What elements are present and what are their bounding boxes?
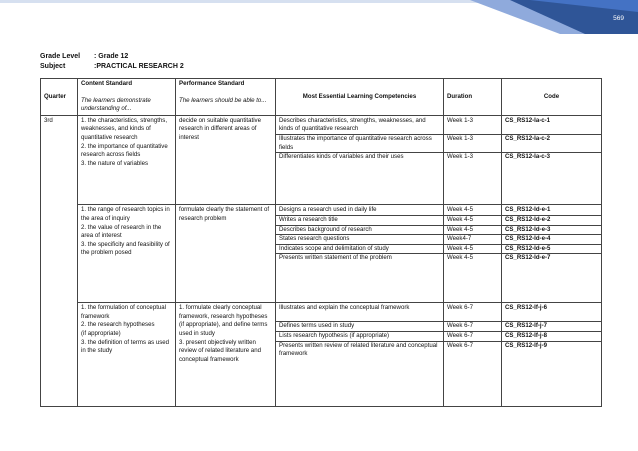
code-item: CS_RS12-Id-e-3	[502, 225, 601, 235]
duration-cell	[444, 303, 502, 407]
header-performance-sub: The learners should be able to...	[179, 96, 267, 104]
duration-item: Week 6-7	[444, 321, 501, 331]
content-item: 1. the range of research topics in the area of inquiry	[81, 206, 170, 222]
header-content-title: Content Standard	[81, 80, 133, 87]
performance-standard-cell	[176, 205, 276, 303]
code-item: CS_RS12-If-j-9	[502, 341, 601, 359]
header-code: Code	[502, 79, 602, 116]
competency-item: Defines terms used in study	[276, 321, 443, 331]
content-item: (if appropriate)	[81, 330, 121, 338]
content-item: 2. the importance of quantitative research across fields	[81, 142, 168, 159]
competency-item: Designs a research used in daily life	[279, 206, 377, 214]
grade-level-value: : Grade 12	[94, 53, 129, 60]
competency-item: Illustrates and explain the conceptual framework	[279, 304, 410, 312]
competency-item: Describes background of research	[276, 225, 443, 235]
content-item: 1. the characteristics, strengths, weaknesses, and kinds of quantitative research	[81, 116, 168, 141]
code-item: CS_RS12-Ia-c-1	[505, 116, 551, 124]
duration-item: Week 4-5	[444, 253, 501, 263]
performance-item: 1. formulate clearly conceptual framework, research hypotheses (if appropriate), and define terms used in study	[179, 304, 268, 338]
competency-item: Writes a research title	[276, 215, 443, 225]
header-content-standard	[78, 79, 176, 116]
duration-item: Week 4-5	[444, 244, 501, 254]
duration-item: Week 6-7	[444, 331, 501, 341]
table-row	[41, 205, 602, 303]
duration-cell	[444, 115, 502, 205]
grade-level-label: Grade Level	[40, 53, 81, 60]
code-item: CS_RS12-If-j-6	[505, 304, 547, 312]
duration-item: Week 4-5	[447, 206, 473, 214]
code-item: CS_RS12-Ia-c-3	[502, 152, 601, 162]
subject-row	[40, 62, 184, 72]
content-item: 3. the specificity and feasibility of the problem posed	[81, 240, 170, 257]
competency-item: Differentiates kinds of variables and their uses	[276, 152, 443, 162]
performance-item: decide on suitable quantitative research in different areas of interest	[179, 116, 261, 141]
table-row	[41, 303, 602, 407]
code-cell	[502, 303, 602, 407]
performance-standard-cell	[176, 303, 276, 407]
header-duration: Duration	[444, 79, 502, 116]
page-number: 569	[613, 15, 624, 22]
duration-item: Week 6-7	[444, 341, 501, 359]
code-item: CS_RS12-Ia-c-2	[502, 134, 601, 152]
duration-item: Week 6-7	[447, 304, 473, 312]
competency-item: Indicates scope and delimitation of study	[276, 244, 443, 254]
competencies-cell	[276, 303, 444, 407]
competency-item: Presents written statement of the problem	[276, 253, 443, 263]
competency-item: Illustrates the importance of quantitative research across fields	[276, 134, 443, 152]
code-item: CS_RS12-Id-e-1	[505, 206, 551, 214]
duration-item: Week 4-5	[444, 225, 501, 235]
content-item: 1. the formulation of conceptual framework	[81, 304, 167, 320]
table-header-row	[41, 79, 602, 116]
duration-item: Week 1-3	[444, 134, 501, 152]
competency-item: Presents written review of related literature and conceptual framework	[276, 341, 443, 359]
content-item: 3. the nature of variables	[81, 159, 149, 167]
header-banner	[0, 0, 638, 34]
table-row	[41, 115, 602, 205]
duration-item: Week 4-5	[444, 215, 501, 225]
competencies-cell	[276, 205, 444, 303]
competency-item: Lists research hypothesis (if appropriate)	[276, 331, 443, 341]
performance-item: 3. present objectively written review of related literature and conceptual framework	[179, 338, 261, 363]
grade-level-row	[40, 52, 128, 62]
competencies-cell	[276, 115, 444, 205]
content-standard-cell	[78, 303, 176, 407]
code-cell	[502, 205, 602, 303]
duration-item: Week4-7	[444, 234, 501, 244]
subject-value: :PRACTICAL RESEARCH 2	[94, 63, 184, 70]
content-standard-cell	[78, 205, 176, 303]
code-cell	[502, 115, 602, 205]
performance-standard-cell	[176, 115, 276, 205]
header-quarter: Quarter	[41, 79, 78, 116]
duration-item: Week 1-3	[447, 116, 473, 124]
code-item: CS_RS12-Id-e-4	[502, 234, 601, 244]
code-item: CS_RS12-Id-e-2	[502, 215, 601, 225]
header-performance-title: Performance Standard	[179, 80, 245, 87]
header-performance-standard	[176, 79, 276, 116]
competency-item: States research questions	[276, 234, 443, 244]
content-item: 3. the definition of terms as used in the study	[81, 338, 170, 355]
header-competencies: Most Essential Learning Competencies	[276, 79, 444, 116]
competency-item: Describes characteristics, strengths, weaknesses, and kinds of quantitative research	[279, 116, 426, 133]
quarter-cell: 3rd	[41, 115, 78, 406]
subject-label: Subject	[40, 63, 66, 70]
code-item: CS_RS12-Id-e-5	[502, 244, 601, 254]
duration-cell	[444, 205, 502, 303]
header-content-sub: The learners demonstrate understanding of...	[81, 96, 151, 113]
duration-item: Week 1-3	[444, 152, 501, 162]
code-item: CS_RS12-If-j-8	[502, 331, 601, 341]
performance-item: formulate clearly the statement of research problem	[179, 206, 270, 222]
content-item: 2. the value of research in the area of interest	[81, 223, 162, 240]
curriculum-table	[40, 78, 602, 407]
content-standard-cell	[78, 115, 176, 205]
content-item: 2. the research hypotheses	[81, 321, 155, 329]
code-item: CS_RS12-If-j-7	[502, 321, 601, 331]
code-item: CS_RS12-Id-e-7	[502, 253, 601, 263]
